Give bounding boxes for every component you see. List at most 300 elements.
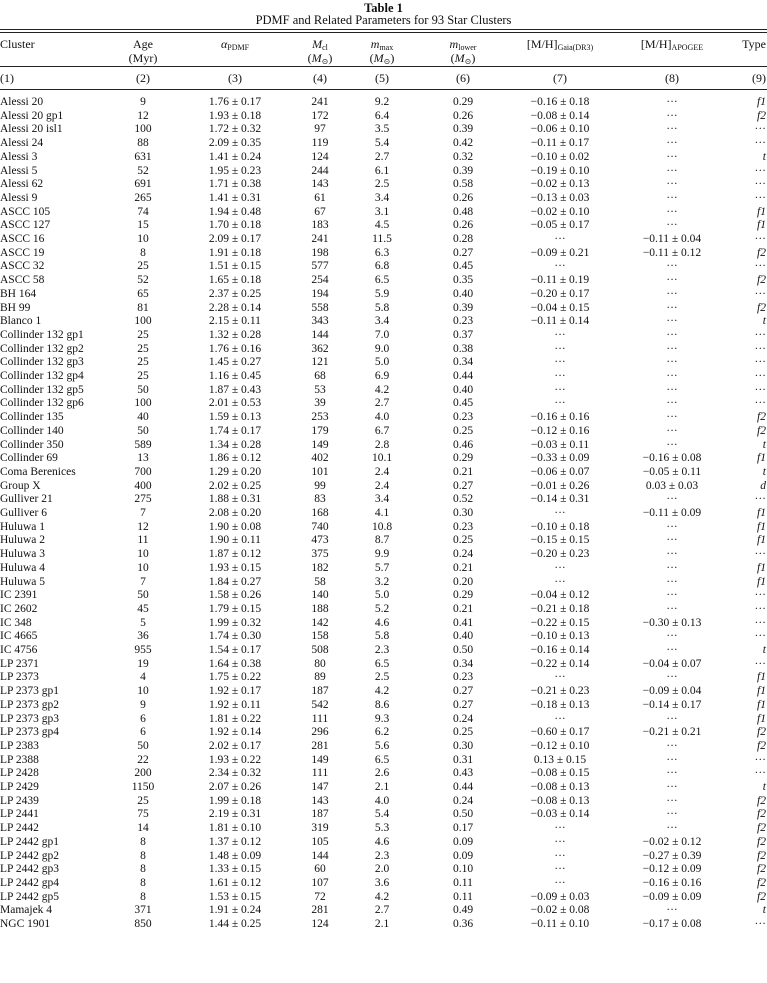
cell-age: 6 bbox=[140, 712, 146, 725]
cell-mlower: 0.37 bbox=[452, 328, 474, 341]
cell-mlower: 0.45 bbox=[452, 397, 474, 410]
mcl-sub: cl bbox=[322, 43, 328, 52]
cell-mh-apogee: −0.14 ± 0.17 bbox=[642, 698, 702, 711]
mcl-unit-sun: ⊙ bbox=[321, 57, 329, 66]
table-row bbox=[0, 521, 767, 535]
cell-mh-apogee: ··· bbox=[666, 356, 678, 369]
cell-mcl: 241 bbox=[311, 96, 329, 108]
cell-alpha: 1.92 ± 0.11 bbox=[209, 698, 261, 711]
cell-mcl: 149 bbox=[311, 753, 329, 766]
cell-mlower: 0.50 bbox=[452, 644, 474, 656]
cell-alpha: 1.74 ± 0.30 bbox=[208, 630, 262, 643]
cell-alpha: 1.59 ± 0.13 bbox=[208, 411, 262, 424]
cell-mlower: 0.39 bbox=[452, 164, 474, 177]
table-row bbox=[0, 822, 767, 836]
cell-mcl: 60 bbox=[314, 863, 326, 876]
header-mh-apogee bbox=[622, 37, 722, 51]
cell-mmax: 11.5 bbox=[372, 233, 392, 245]
cell-alpha: 1.87 ± 0.12 bbox=[208, 548, 262, 561]
cell-alpha: 1.95 ± 0.23 bbox=[208, 164, 262, 177]
cell-type: ··· bbox=[754, 383, 766, 396]
header-rule bbox=[0, 66, 767, 67]
cell-mh-apogee: −0.30 ± 0.13 bbox=[642, 616, 702, 629]
cell-mmax: 6.7 bbox=[374, 424, 390, 437]
cell-mlower: 0.11 bbox=[453, 876, 473, 889]
cell-mh-gaia: ··· bbox=[554, 260, 566, 273]
table-row bbox=[0, 767, 767, 781]
cell-mcl: 508 bbox=[311, 644, 329, 656]
cell-cluster: Huluwa 3 bbox=[0, 548, 46, 561]
cell-type: ··· bbox=[754, 370, 766, 382]
cell-age: 25 bbox=[137, 794, 149, 807]
cell-cluster: Alessi 24 bbox=[0, 137, 44, 150]
cell-mh-gaia: −0.08 ± 0.13 bbox=[530, 794, 590, 807]
cell-mh-apogee: ··· bbox=[666, 712, 678, 725]
cell-alpha: 1.88 ± 0.31 bbox=[208, 493, 262, 506]
cell-mlower: 0.24 bbox=[452, 712, 474, 725]
cell-mh-apogee: −0.11 ± 0.04 bbox=[642, 233, 702, 245]
cell-mh-gaia: ··· bbox=[554, 370, 566, 382]
table-title: Table 1 bbox=[364, 1, 403, 15]
cell-type: f2 bbox=[757, 109, 766, 122]
table-row bbox=[0, 260, 767, 274]
cell-age: 36 bbox=[137, 630, 149, 643]
cell-type: d bbox=[760, 479, 766, 492]
cell-age: 13 bbox=[137, 452, 149, 465]
cell-age: 8 bbox=[140, 835, 146, 848]
cell-type: t bbox=[762, 438, 766, 451]
cell-alpha: 1.16 ± 0.45 bbox=[208, 370, 262, 382]
cell-cluster: ASCC 16 bbox=[0, 233, 45, 245]
cell-cluster: Collinder 132 gp1 bbox=[0, 328, 84, 341]
cell-type: f2 bbox=[757, 822, 766, 835]
cell-age: 589 bbox=[134, 438, 152, 451]
cell-mcl: 58 bbox=[314, 575, 326, 588]
cell-cluster: LP 2439 bbox=[0, 794, 39, 807]
cell-mlower: 0.09 bbox=[452, 849, 474, 862]
cell-mmax: 6.4 bbox=[374, 109, 390, 122]
cell-cluster: LP 2442 gp1 bbox=[0, 835, 59, 848]
cell-mcl: 144 bbox=[311, 849, 329, 862]
cell-type: f2 bbox=[757, 849, 766, 862]
cell-alpha: 1.94 ± 0.48 bbox=[208, 205, 262, 218]
cell-mcl: 124 bbox=[311, 918, 329, 930]
cell-alpha: 1.81 ± 0.10 bbox=[208, 822, 262, 835]
cell-age: 200 bbox=[134, 767, 152, 780]
cell-alpha: 1.99 ± 0.18 bbox=[208, 794, 262, 807]
cell-mlower: 0.20 bbox=[452, 575, 474, 588]
cell-mlower: 0.35 bbox=[452, 274, 474, 287]
cell-age: 12 bbox=[137, 520, 149, 533]
table-row bbox=[0, 192, 767, 206]
cell-mh-apogee: ··· bbox=[666, 383, 678, 396]
cell-mmax: 4.0 bbox=[374, 794, 390, 807]
cell-mh-gaia: ··· bbox=[554, 822, 566, 835]
mmax-unit-close: ) bbox=[390, 51, 395, 65]
cell-mh-apogee: −0.02 ± 0.12 bbox=[642, 835, 702, 848]
cell-mh-gaia: −0.04 ± 0.12 bbox=[530, 589, 590, 602]
cell-mcl: 107 bbox=[311, 876, 329, 889]
cell-type: ··· bbox=[754, 233, 766, 245]
cell-mh-gaia: −0.03 ± 0.11 bbox=[530, 438, 590, 451]
cell-cluster: Huluwa 2 bbox=[0, 534, 46, 547]
column-number-mh-apogee: (8) bbox=[665, 71, 679, 85]
cell-mh-gaia: −0.18 ± 0.13 bbox=[530, 698, 590, 711]
cell-alpha: 1.41 ± 0.31 bbox=[208, 191, 262, 204]
cell-mcl: 375 bbox=[311, 548, 329, 561]
cell-mh-gaia: −0.03 ± 0.14 bbox=[530, 808, 590, 821]
cell-mh-apogee: ··· bbox=[666, 137, 678, 150]
cell-mmax: 2.6 bbox=[374, 767, 390, 780]
table-row bbox=[0, 850, 767, 864]
cell-mmax: 6.5 bbox=[374, 753, 390, 766]
cell-mh-gaia: −0.20 ± 0.17 bbox=[530, 287, 590, 300]
table-row bbox=[0, 343, 767, 357]
table-row bbox=[0, 384, 767, 398]
cell-alpha: 1.29 ± 0.20 bbox=[208, 465, 262, 478]
cell-mh-apogee: ··· bbox=[666, 178, 678, 191]
cell-mcl: 99 bbox=[314, 479, 326, 492]
cell-mcl: 119 bbox=[311, 137, 329, 150]
cell-mmax: 2.5 bbox=[374, 178, 390, 191]
cell-mlower: 0.52 bbox=[452, 493, 474, 506]
cell-mmax: 9.9 bbox=[374, 548, 390, 561]
header-mmax: $m_{max}$ $(M_⊙)$ bbox=[369, 37, 395, 66]
column-number-alpha: (3) bbox=[228, 71, 242, 85]
cell-mh-apogee: ··· bbox=[666, 767, 678, 780]
cell-mcl: 254 bbox=[311, 274, 329, 287]
cell-mh-apogee: −0.11 ± 0.12 bbox=[642, 246, 702, 259]
cell-mmax: 4.1 bbox=[374, 507, 390, 519]
cell-cluster: LP 2442 bbox=[0, 822, 39, 835]
table-row bbox=[0, 274, 767, 288]
cell-alpha: 1.44 ± 0.25 bbox=[208, 918, 262, 930]
cell-cluster: Collinder 132 gp6 bbox=[0, 397, 84, 410]
cell-mh-apogee: ··· bbox=[666, 370, 678, 382]
cell-mh-gaia: −0.21 ± 0.23 bbox=[530, 685, 590, 698]
cell-age: 10 bbox=[137, 685, 149, 698]
table-row bbox=[0, 562, 767, 576]
cell-alpha: 2.37 ± 0.25 bbox=[208, 287, 262, 300]
cell-type: ··· bbox=[754, 657, 766, 670]
mh-apogee-sub: APOGEE bbox=[671, 43, 704, 52]
cell-mmax: 5.7 bbox=[374, 561, 390, 574]
cell-mlower: 0.31 bbox=[452, 753, 474, 766]
cell-mmax: 10.1 bbox=[371, 452, 393, 465]
cell-mlower: 0.09 bbox=[452, 835, 474, 848]
cell-mmax: 2.7 bbox=[374, 150, 390, 163]
cell-cluster: Collinder 132 gp5 bbox=[0, 383, 84, 396]
cell-alpha: 1.79 ± 0.15 bbox=[208, 602, 262, 615]
cell-mh-gaia: ··· bbox=[554, 383, 566, 396]
cell-alpha: 1.32 ± 0.28 bbox=[208, 328, 262, 341]
cell-mh-gaia: −0.16 ± 0.16 bbox=[530, 411, 590, 424]
cell-mh-apogee: ··· bbox=[666, 781, 678, 793]
table-row bbox=[0, 233, 767, 247]
cell-mmax: 4.0 bbox=[374, 411, 390, 424]
cell-mh-apogee: ··· bbox=[666, 411, 678, 424]
cell-alpha: 1.41 ± 0.24 bbox=[208, 150, 262, 163]
cell-mh-apogee: ··· bbox=[666, 575, 678, 588]
table-row bbox=[0, 96, 767, 110]
cell-age: 955 bbox=[134, 644, 152, 656]
cell-cluster: LP 2442 gp4 bbox=[0, 876, 59, 889]
table-row bbox=[0, 329, 767, 343]
cell-alpha: 1.99 ± 0.32 bbox=[208, 616, 262, 629]
cell-mlower: 0.26 bbox=[452, 109, 474, 122]
cell-mh-gaia: −0.33 ± 0.09 bbox=[530, 452, 590, 465]
cell-mmax: 3.1 bbox=[374, 205, 390, 218]
cell-mmax: 2.4 bbox=[374, 479, 390, 492]
cell-mh-gaia: ··· bbox=[554, 397, 566, 410]
cell-cluster: BH 99 bbox=[0, 301, 31, 314]
cell-mh-gaia: −0.12 ± 0.10 bbox=[530, 739, 590, 752]
cell-alpha: 1.92 ± 0.14 bbox=[208, 726, 262, 739]
cell-mh-apogee: ··· bbox=[666, 808, 678, 821]
header-cluster: Cluster bbox=[0, 37, 35, 51]
cell-alpha: 1.61 ± 0.12 bbox=[208, 876, 262, 889]
cell-cluster: Alessi 5 bbox=[0, 164, 38, 177]
cell-alpha: 1.81 ± 0.22 bbox=[208, 712, 262, 725]
cell-mmax: 6.3 bbox=[374, 246, 390, 259]
cell-mcl: 281 bbox=[311, 904, 329, 917]
cell-mcl: 72 bbox=[314, 890, 326, 903]
cell-age: 100 bbox=[134, 123, 152, 136]
cell-type: f1 bbox=[757, 575, 766, 588]
cell-alpha: 1.48 ± 0.09 bbox=[208, 849, 262, 862]
table-row bbox=[0, 658, 767, 672]
cell-type: t bbox=[762, 644, 766, 656]
cell-cluster: Collinder 132 gp3 bbox=[0, 356, 84, 369]
cell-type: f1 bbox=[757, 712, 766, 725]
cell-mcl: 168 bbox=[311, 507, 329, 519]
cell-mcl: 140 bbox=[311, 589, 329, 602]
cell-mlower: 0.23 bbox=[452, 520, 474, 533]
column-number-mlower: (6) bbox=[456, 71, 470, 85]
table-row bbox=[0, 165, 767, 179]
table-subtitle: PDMF and Related Parameters for 93 Star Clusters bbox=[255, 13, 512, 27]
cell-cluster: Gulliver 6 bbox=[0, 507, 47, 519]
cell-mmax: 6.2 bbox=[374, 726, 390, 739]
cell-mlower: 0.50 bbox=[452, 808, 474, 821]
cell-mh-apogee: 0.03 ± 0.03 bbox=[645, 479, 699, 492]
cell-mh-gaia: −0.16 ± 0.18 bbox=[530, 96, 590, 108]
cell-type: ··· bbox=[754, 397, 766, 410]
cell-age: 8 bbox=[140, 246, 146, 259]
cell-age: 25 bbox=[137, 260, 149, 273]
cell-alpha: 1.51 ± 0.15 bbox=[208, 260, 262, 273]
cell-alpha: 1.91 ± 0.24 bbox=[208, 904, 262, 917]
cell-age: 25 bbox=[137, 328, 149, 341]
cell-type: f2 bbox=[757, 274, 766, 287]
table-row bbox=[0, 439, 767, 453]
cell-type: f1 bbox=[757, 698, 766, 711]
table-row bbox=[0, 740, 767, 754]
cell-type: f2 bbox=[757, 739, 766, 752]
cell-type: ··· bbox=[754, 767, 766, 780]
cell-age: 88 bbox=[137, 137, 149, 150]
cell-cluster: Collinder 350 bbox=[0, 438, 64, 451]
cell-mmax: 5.6 bbox=[374, 739, 390, 752]
cell-mh-apogee: ··· bbox=[666, 274, 678, 287]
cell-mcl: 111 bbox=[311, 712, 329, 725]
cell-mlower: 0.58 bbox=[452, 178, 474, 191]
table-row bbox=[0, 452, 767, 466]
cell-mcl: 241 bbox=[311, 233, 329, 245]
cell-mcl: 244 bbox=[311, 164, 329, 177]
cell-mmax: 4.6 bbox=[374, 616, 390, 629]
cell-type: f2 bbox=[757, 726, 766, 739]
cell-age: 22 bbox=[137, 753, 149, 766]
cell-mcl: 144 bbox=[311, 328, 329, 341]
table-row bbox=[0, 493, 767, 507]
header-mh-gaia bbox=[505, 37, 615, 51]
cell-mcl: 158 bbox=[311, 630, 329, 643]
cell-type: f2 bbox=[757, 890, 766, 903]
cell-cluster: Gulliver 21 bbox=[0, 493, 53, 506]
cell-type: ··· bbox=[754, 287, 766, 300]
cell-mh-gaia: −0.02 ± 0.10 bbox=[530, 205, 590, 218]
cell-cluster: ASCC 19 bbox=[0, 246, 45, 259]
top-rule bbox=[0, 29, 767, 30]
cell-age: 850 bbox=[134, 918, 152, 930]
cell-cluster: LP 2442 gp3 bbox=[0, 863, 59, 876]
cell-mlower: 0.25 bbox=[452, 726, 474, 739]
cell-mlower: 0.32 bbox=[452, 150, 474, 163]
cell-age: 52 bbox=[137, 274, 149, 287]
cell-age: 100 bbox=[134, 315, 152, 328]
cell-mmax: 5.8 bbox=[374, 630, 390, 643]
cell-mmax: 2.1 bbox=[374, 781, 390, 793]
cell-mlower: 0.21 bbox=[452, 561, 474, 574]
cell-type: t bbox=[762, 150, 766, 163]
cell-mh-gaia: −0.08 ± 0.15 bbox=[530, 767, 590, 780]
cell-mh-gaia: −0.19 ± 0.10 bbox=[530, 164, 590, 177]
cell-mmax: 9.2 bbox=[374, 96, 390, 108]
cell-cluster: Collinder 140 bbox=[0, 424, 64, 437]
cell-mh-apogee: ··· bbox=[666, 534, 678, 547]
table-row bbox=[0, 685, 767, 699]
table-row bbox=[0, 206, 767, 220]
cell-mlower: 0.45 bbox=[452, 260, 474, 273]
alpha-sub: PDMF bbox=[227, 43, 250, 52]
cell-mmax: 3.2 bbox=[374, 575, 390, 588]
cell-mlower: 0.27 bbox=[452, 698, 474, 711]
cell-mmax: 6.8 bbox=[374, 260, 390, 273]
cell-mcl: 101 bbox=[311, 465, 329, 478]
cell-mcl: 124 bbox=[311, 150, 329, 163]
table-row bbox=[0, 836, 767, 850]
cell-mh-gaia: −0.02 ± 0.13 bbox=[530, 178, 590, 191]
cell-mh-apogee: ··· bbox=[666, 260, 678, 273]
cell-mmax: 3.4 bbox=[374, 191, 390, 204]
cell-alpha: 1.90 ± 0.11 bbox=[209, 534, 261, 547]
cell-mh-apogee: −0.04 ± 0.07 bbox=[642, 657, 702, 670]
cell-mh-gaia: −0.60 ± 0.17 bbox=[530, 726, 590, 739]
cell-mh-gaia: −0.06 ± 0.07 bbox=[530, 465, 590, 478]
cell-mh-gaia: ··· bbox=[554, 863, 566, 876]
cell-type: f2 bbox=[757, 246, 766, 259]
cell-mh-apogee: ··· bbox=[666, 520, 678, 533]
column-number-type: (9) bbox=[752, 71, 766, 85]
cell-cluster: LP 2442 gp5 bbox=[0, 890, 59, 903]
cell-mh-gaia: ··· bbox=[554, 876, 566, 889]
cell-alpha: 2.07 ± 0.26 bbox=[208, 781, 262, 793]
cell-mh-apogee: ··· bbox=[666, 424, 678, 437]
cell-mh-apogee: −0.12 ± 0.09 bbox=[642, 863, 702, 876]
cell-cluster: ASCC 127 bbox=[0, 219, 51, 232]
cell-mcl: 105 bbox=[311, 835, 329, 848]
cell-mlower: 0.24 bbox=[452, 794, 474, 807]
cell-mmax: 6.5 bbox=[374, 657, 390, 670]
cell-cluster: IC 4756 bbox=[0, 644, 38, 656]
cell-mcl: 39 bbox=[314, 397, 326, 410]
cell-mlower: 0.38 bbox=[452, 342, 474, 355]
cell-mcl: 111 bbox=[311, 767, 329, 780]
cell-age: 5 bbox=[140, 616, 146, 629]
cell-mcl: 253 bbox=[311, 411, 329, 424]
cell-mmax: 5.4 bbox=[374, 137, 390, 150]
cell-mcl: 89 bbox=[314, 671, 326, 684]
cell-age: 10 bbox=[137, 548, 149, 561]
cell-mlower: 0.40 bbox=[452, 287, 474, 300]
cell-mh-apogee: −0.16 ± 0.16 bbox=[642, 876, 702, 889]
cell-alpha: 1.34 ± 0.28 bbox=[208, 438, 262, 451]
cell-mh-apogee: ··· bbox=[666, 164, 678, 177]
table-row bbox=[0, 795, 767, 809]
cell-mh-gaia: −0.21 ± 0.18 bbox=[530, 602, 590, 615]
cell-mlower: 0.46 bbox=[452, 438, 474, 451]
cell-mh-apogee: ··· bbox=[666, 109, 678, 122]
mlower-unit-close: ) bbox=[471, 51, 476, 65]
cell-cluster: LP 2373 gp1 bbox=[0, 685, 59, 698]
cell-age: 7 bbox=[140, 575, 146, 588]
cell-alpha: 1.90 ± 0.08 bbox=[208, 520, 262, 533]
cell-mcl: 97 bbox=[314, 123, 326, 136]
cell-age: 8 bbox=[140, 876, 146, 889]
cell-mh-apogee: ··· bbox=[666, 96, 678, 108]
cell-mcl: 142 bbox=[311, 616, 329, 629]
cell-cluster: LP 2373 gp3 bbox=[0, 712, 59, 725]
cell-mh-apogee: ··· bbox=[666, 671, 678, 684]
cell-mmax: 5.3 bbox=[374, 822, 390, 835]
cell-mh-apogee: −0.21 ± 0.21 bbox=[642, 726, 702, 739]
cell-alpha: 2.01 ± 0.53 bbox=[208, 397, 262, 410]
cell-mcl: 80 bbox=[314, 657, 326, 670]
cell-mh-gaia: ··· bbox=[554, 712, 566, 725]
cell-mh-apogee: ··· bbox=[666, 904, 678, 917]
cell-cluster: Huluwa 1 bbox=[0, 520, 46, 533]
cell-mh-gaia: −0.02 ± 0.08 bbox=[530, 904, 590, 917]
table-row bbox=[0, 178, 767, 192]
cell-cluster: Alessi 20 isl1 bbox=[0, 123, 63, 136]
cell-type: ··· bbox=[754, 191, 766, 204]
cell-mlower: 0.41 bbox=[452, 616, 474, 629]
cell-mh-gaia: ··· bbox=[554, 328, 566, 341]
cell-mmax: 9.0 bbox=[374, 342, 390, 355]
cell-mh-gaia: −0.08 ± 0.13 bbox=[530, 781, 590, 793]
alpha-symbol: α bbox=[220, 37, 228, 51]
cell-mlower: 0.48 bbox=[452, 205, 474, 218]
cell-type: ··· bbox=[754, 602, 766, 615]
cell-age: 8 bbox=[140, 849, 146, 862]
cell-alpha: 2.15 ± 0.11 bbox=[209, 315, 261, 328]
cell-mlower: 0.27 bbox=[452, 479, 474, 492]
header-age bbox=[118, 37, 168, 65]
cell-cluster: NGC 1901 bbox=[0, 918, 51, 930]
mlower-symbol: m bbox=[449, 37, 459, 51]
mlower-sub: lower bbox=[458, 43, 477, 52]
